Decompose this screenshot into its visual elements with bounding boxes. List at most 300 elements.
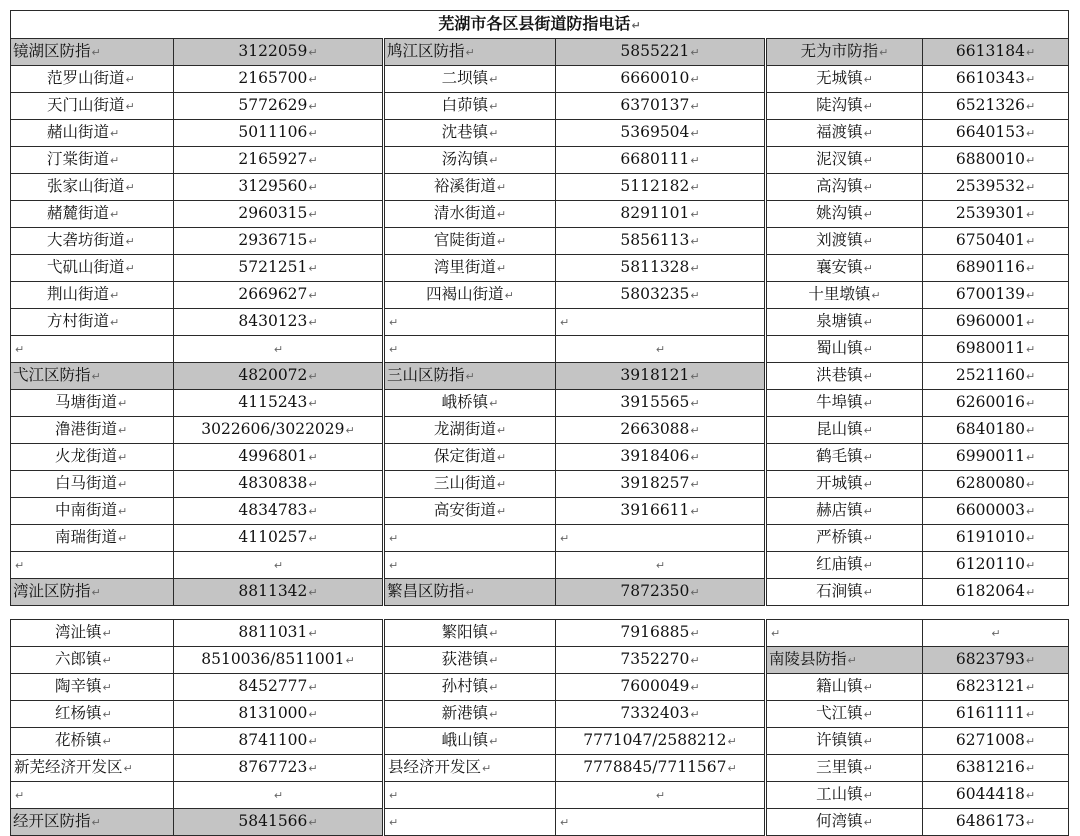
phone-cell xyxy=(174,282,384,309)
phone-number: 3916611 xyxy=(620,501,690,519)
district-name: 湾沚区防指 xyxy=(13,582,91,600)
phone-number: 2165700 xyxy=(238,69,308,87)
return-mark-icon: ↵ xyxy=(690,154,700,167)
return-mark-icon: ↵ xyxy=(1025,46,1036,59)
phone-cell xyxy=(174,701,384,728)
district-name: 南陵县防指 xyxy=(769,650,847,668)
return-mark-icon: ↵ xyxy=(690,627,700,640)
return-mark-icon: ↵ xyxy=(690,681,700,694)
return-mark-icon: ↵ xyxy=(1025,343,1036,356)
phone-number: 7600049 xyxy=(620,677,690,695)
return-mark-icon: ↵ xyxy=(496,505,507,518)
name-cell xyxy=(11,620,174,647)
district-name: 蜀山镇 xyxy=(816,339,863,357)
name-cell xyxy=(384,755,556,782)
name-cell xyxy=(766,336,923,363)
return-mark-icon: ↵ xyxy=(110,127,120,140)
table-row xyxy=(11,728,1069,755)
district-name: 牛埠镇 xyxy=(816,393,863,411)
return-mark-icon: ↵ xyxy=(308,451,318,464)
return-mark-icon: ↵ xyxy=(1025,654,1036,667)
return-mark-icon: ↵ xyxy=(489,735,499,748)
return-mark-icon: ↵ xyxy=(690,654,700,667)
phone-number: 6750401 xyxy=(955,231,1025,249)
phone-number: 6381216 xyxy=(955,758,1025,776)
district-name: 裕溪街道 xyxy=(433,177,496,195)
phone-cell xyxy=(174,255,384,282)
return-mark-icon: ↵ xyxy=(489,73,499,86)
name-cell xyxy=(766,701,923,728)
return-mark-icon: ↵ xyxy=(389,816,399,829)
return-mark-icon: ↵ xyxy=(273,789,284,802)
return-mark-icon: ↵ xyxy=(1025,789,1036,802)
district-name: 官陡街道 xyxy=(433,231,496,249)
phone-number: 6280080 xyxy=(955,474,1025,492)
return-mark-icon: ↵ xyxy=(308,681,318,694)
phone-number: 5856113 xyxy=(620,231,690,249)
phone-number: 6521326 xyxy=(955,96,1025,114)
return-mark-icon: ↵ xyxy=(863,208,873,221)
return-mark-icon: ↵ xyxy=(489,708,499,721)
district-name: 县经济开发区 xyxy=(388,758,482,776)
phone-number: 8811031 xyxy=(238,623,308,641)
return-mark-icon: ↵ xyxy=(1025,424,1036,437)
phone-number: 5011106 xyxy=(238,123,308,141)
return-mark-icon: ↵ xyxy=(465,46,475,59)
phone-number: 6660010 xyxy=(620,69,690,87)
name-cell xyxy=(11,39,174,66)
phone-cell xyxy=(923,417,1069,444)
phone-number: 4996801 xyxy=(238,447,308,465)
table-row xyxy=(11,363,1069,390)
district-name: 高安街道 xyxy=(433,501,496,519)
name-cell xyxy=(11,228,174,255)
name-cell xyxy=(384,579,556,606)
return-mark-icon: ↵ xyxy=(489,627,499,640)
district-name: 峨桥镇 xyxy=(441,393,489,411)
return-mark-icon: ↵ xyxy=(690,127,700,140)
name-cell xyxy=(384,309,556,336)
return-mark-icon: ↵ xyxy=(1025,559,1036,572)
name-cell xyxy=(766,147,923,174)
district-name: 鸠江区防指 xyxy=(387,42,465,60)
table-row xyxy=(11,674,1069,701)
name-cell xyxy=(11,66,174,93)
return-mark-icon: ↵ xyxy=(118,424,128,437)
phone-cell xyxy=(174,228,384,255)
district-name: 湾沚镇 xyxy=(55,623,102,641)
return-mark-icon: ↵ xyxy=(496,262,507,275)
phone-cell xyxy=(556,579,766,606)
phone-cell xyxy=(556,809,766,836)
district-name: 六郎镇 xyxy=(55,650,102,668)
return-mark-icon: ↵ xyxy=(879,46,889,59)
return-mark-icon: ↵ xyxy=(1025,478,1036,491)
return-mark-icon: ↵ xyxy=(690,586,700,599)
phone-cell xyxy=(174,647,384,674)
return-mark-icon: ↵ xyxy=(389,532,399,545)
return-mark-icon: ↵ xyxy=(91,586,101,599)
district-name: 南瑞街道 xyxy=(55,528,118,546)
return-mark-icon: ↵ xyxy=(308,762,318,775)
district-name: 刘渡镇 xyxy=(816,231,863,249)
name-cell xyxy=(11,336,174,363)
table-row xyxy=(11,647,1069,674)
return-mark-icon: ↵ xyxy=(1025,100,1036,113)
phone-cell xyxy=(174,782,384,809)
district-name: 福渡镇 xyxy=(816,123,863,141)
phone-cell xyxy=(174,336,384,363)
return-mark-icon: ↵ xyxy=(91,46,101,59)
phone-cell xyxy=(174,444,384,471)
return-mark-icon: ↵ xyxy=(496,235,507,248)
district-name: 汀棠街道 xyxy=(47,150,110,168)
return-mark-icon: ↵ xyxy=(308,316,318,329)
return-mark-icon: ↵ xyxy=(1025,681,1036,694)
return-mark-icon: ↵ xyxy=(102,681,112,694)
phone-number: 2539301 xyxy=(955,204,1025,222)
return-mark-icon: ↵ xyxy=(91,370,101,383)
return-mark-icon: ↵ xyxy=(389,559,399,572)
phone-cell xyxy=(556,620,766,647)
phone-cell xyxy=(923,647,1069,674)
phone-number: 6271008 xyxy=(955,731,1025,749)
phone-cell xyxy=(923,147,1069,174)
district-name: 襄安镇 xyxy=(816,258,863,276)
phone-cell xyxy=(923,782,1069,809)
district-name: 四褐山街道 xyxy=(426,285,504,303)
district-name: 龙湖街道 xyxy=(433,420,496,438)
phone-cell xyxy=(923,201,1069,228)
phone-number: 6880010 xyxy=(955,150,1025,168)
name-cell xyxy=(11,498,174,525)
return-mark-icon: ↵ xyxy=(560,316,570,329)
name-cell xyxy=(766,390,923,417)
phone-cell xyxy=(556,228,766,255)
phone-number: 5772629 xyxy=(238,96,308,114)
return-mark-icon: ↵ xyxy=(863,559,873,572)
return-mark-icon: ↵ xyxy=(308,708,318,721)
district-name: 工山镇 xyxy=(816,785,863,803)
phone-number: 7778845/7711567 xyxy=(583,758,727,776)
return-mark-icon: ↵ xyxy=(118,532,128,545)
return-mark-icon: ↵ xyxy=(863,316,873,329)
phone-cell xyxy=(556,444,766,471)
return-mark-icon: ↵ xyxy=(690,370,700,383)
return-mark-icon: ↵ xyxy=(771,627,781,640)
return-mark-icon: ↵ xyxy=(465,586,475,599)
phone-number: 6260016 xyxy=(955,393,1025,411)
name-cell xyxy=(11,647,174,674)
name-cell xyxy=(11,471,174,498)
name-cell xyxy=(766,309,923,336)
district-name: 沈巷镇 xyxy=(441,123,489,141)
district-name: 天门山街道 xyxy=(47,96,125,114)
return-mark-icon: ↵ xyxy=(308,235,318,248)
return-mark-icon: ↵ xyxy=(655,343,666,356)
district-name: 白茆镇 xyxy=(441,96,489,114)
return-mark-icon: ↵ xyxy=(690,100,700,113)
phone-cell xyxy=(556,701,766,728)
phone-cell xyxy=(174,809,384,836)
table-row xyxy=(11,701,1069,728)
district-name: 荆山街道 xyxy=(47,285,110,303)
name-cell xyxy=(384,390,556,417)
phone-cell xyxy=(923,579,1069,606)
district-name: 许镇镇 xyxy=(816,731,863,749)
phone-number: 6890116 xyxy=(955,258,1025,276)
district-name: 张家山街道 xyxy=(47,177,125,195)
phone-cell xyxy=(174,390,384,417)
phone-cell xyxy=(923,228,1069,255)
return-mark-icon: ↵ xyxy=(863,789,873,802)
phone-cell xyxy=(556,498,766,525)
name-cell xyxy=(384,728,556,755)
name-cell xyxy=(384,39,556,66)
return-mark-icon: ↵ xyxy=(863,424,873,437)
district-name: 无为市防指 xyxy=(800,42,879,60)
name-cell xyxy=(11,93,174,120)
phone-number: 2663088 xyxy=(620,420,690,438)
return-mark-icon: ↵ xyxy=(308,100,318,113)
district-name: 中南街道 xyxy=(55,501,118,519)
table-title: 芜湖市各区县街道防指电话↵ xyxy=(11,11,1069,39)
phone-number: 3915565 xyxy=(620,393,690,411)
district-name: 石涧镇 xyxy=(816,582,863,600)
return-mark-icon: ↵ xyxy=(489,654,499,667)
name-cell xyxy=(11,390,174,417)
phone-number: 6640153 xyxy=(955,123,1025,141)
name-cell xyxy=(766,552,923,579)
phone-cell xyxy=(556,93,766,120)
name-cell xyxy=(384,471,556,498)
district-name: 方村街道 xyxy=(47,312,110,330)
district-name: 弋江镇 xyxy=(816,704,863,722)
phone-cell xyxy=(923,390,1069,417)
return-mark-icon: ↵ xyxy=(504,289,514,302)
phone-cell xyxy=(174,498,384,525)
district-name: 陶辛镇 xyxy=(55,677,102,695)
table-row xyxy=(11,417,1069,444)
phone-cell xyxy=(174,471,384,498)
district-name: 高沟镇 xyxy=(816,177,863,195)
phone-number: 3122059 xyxy=(238,42,308,60)
phone-number: 5811328 xyxy=(620,258,690,276)
district-name: 湾里街道 xyxy=(433,258,496,276)
return-mark-icon: ↵ xyxy=(1025,127,1036,140)
return-mark-icon: ↵ xyxy=(1025,586,1036,599)
return-mark-icon: ↵ xyxy=(389,316,399,329)
phone-cell xyxy=(923,255,1069,282)
return-mark-icon: ↵ xyxy=(125,181,135,194)
return-mark-icon: ↵ xyxy=(1025,451,1036,464)
phone-number: 6161111 xyxy=(955,704,1025,722)
return-mark-icon: ↵ xyxy=(1025,316,1036,329)
phone-cell xyxy=(556,363,766,390)
return-mark-icon: ↵ xyxy=(308,478,318,491)
phone-cell xyxy=(923,39,1069,66)
phone-number: 3918121 xyxy=(620,366,690,384)
return-mark-icon: ↵ xyxy=(863,262,873,275)
phone-cell xyxy=(174,417,384,444)
name-cell xyxy=(11,174,174,201)
return-mark-icon: ↵ xyxy=(560,816,570,829)
return-mark-icon: ↵ xyxy=(15,789,25,802)
phone-number: 2165927 xyxy=(238,150,308,168)
district-name: 弋矶山街道 xyxy=(47,258,125,276)
name-cell xyxy=(11,417,174,444)
return-mark-icon: ↵ xyxy=(863,100,873,113)
name-cell xyxy=(384,525,556,552)
phone-cell xyxy=(923,755,1069,782)
phone-number: 2539532 xyxy=(955,177,1025,195)
table-row xyxy=(11,66,1069,93)
district-name: 大砻坊街道 xyxy=(47,231,125,249)
phone-number: 4820072 xyxy=(238,366,308,384)
return-mark-icon: ↵ xyxy=(690,505,700,518)
table-row xyxy=(11,309,1069,336)
return-mark-icon: ↵ xyxy=(655,559,666,572)
name-cell xyxy=(384,647,556,674)
name-cell xyxy=(384,147,556,174)
table-row xyxy=(11,782,1069,809)
return-mark-icon: ↵ xyxy=(847,654,857,667)
table-row xyxy=(11,282,1069,309)
return-mark-icon: ↵ xyxy=(863,127,873,140)
name-cell xyxy=(11,444,174,471)
return-mark-icon: ↵ xyxy=(690,397,700,410)
phone-number: 8811342 xyxy=(238,582,308,600)
district-name: 开城镇 xyxy=(816,474,863,492)
district-name: 无城镇 xyxy=(816,69,863,87)
return-mark-icon: ↵ xyxy=(1025,154,1036,167)
phone-number: 8131000 xyxy=(238,704,308,722)
return-mark-icon: ↵ xyxy=(863,397,873,410)
phone-cell xyxy=(556,647,766,674)
return-mark-icon: ↵ xyxy=(308,532,318,545)
phone-cell xyxy=(923,809,1069,836)
return-mark-icon: ↵ xyxy=(863,181,873,194)
phone-number: 5841566 xyxy=(238,812,308,830)
phone-cell xyxy=(556,39,766,66)
phone-cell xyxy=(556,336,766,363)
name-cell xyxy=(766,728,923,755)
return-mark-icon: ↵ xyxy=(482,762,492,775)
return-mark-icon: ↵ xyxy=(118,505,128,518)
name-cell xyxy=(11,809,174,836)
name-cell xyxy=(766,755,923,782)
phone-cell xyxy=(923,93,1069,120)
return-mark-icon: ↵ xyxy=(863,343,873,356)
phone-cell xyxy=(174,174,384,201)
name-cell xyxy=(11,782,174,809)
return-mark-icon: ↵ xyxy=(110,316,120,329)
return-mark-icon: ↵ xyxy=(118,478,128,491)
return-mark-icon: ↵ xyxy=(308,397,318,410)
phone-cell xyxy=(923,674,1069,701)
return-mark-icon: ↵ xyxy=(489,681,499,694)
return-mark-icon: ↵ xyxy=(1025,73,1036,86)
return-mark-icon: ↵ xyxy=(690,289,700,302)
return-mark-icon: ↵ xyxy=(863,816,873,829)
name-cell xyxy=(11,147,174,174)
phone-number: 4830838 xyxy=(238,474,308,492)
phone-cell xyxy=(923,363,1069,390)
district-name: 弋江区防指 xyxy=(13,366,91,384)
return-mark-icon: ↵ xyxy=(631,19,641,32)
district-name: 马塘街道 xyxy=(55,393,118,411)
name-cell xyxy=(11,120,174,147)
return-mark-icon: ↵ xyxy=(489,100,499,113)
phone-cell xyxy=(174,552,384,579)
return-mark-icon: ↵ xyxy=(863,505,873,518)
return-mark-icon: ↵ xyxy=(863,73,873,86)
return-mark-icon: ↵ xyxy=(125,100,135,113)
phone-number: 6990011 xyxy=(955,447,1025,465)
district-name: 保定街道 xyxy=(433,447,496,465)
phone-cell xyxy=(556,282,766,309)
phone-cell xyxy=(556,471,766,498)
phone-cell xyxy=(923,728,1069,755)
name-cell xyxy=(766,201,923,228)
name-cell xyxy=(384,93,556,120)
phone-cell xyxy=(556,66,766,93)
return-mark-icon: ↵ xyxy=(690,478,700,491)
return-mark-icon: ↵ xyxy=(125,262,135,275)
phone-number: 4110257 xyxy=(238,528,308,546)
return-mark-icon: ↵ xyxy=(727,762,737,775)
phone-number: 8741100 xyxy=(238,731,308,749)
district-name: 新港镇 xyxy=(441,704,489,722)
table-row xyxy=(11,620,1069,647)
phone-number: 8291101 xyxy=(620,204,690,222)
phone-number: 6613184 xyxy=(955,42,1025,60)
table-row xyxy=(11,471,1069,498)
phone-cell xyxy=(923,620,1069,647)
return-mark-icon: ↵ xyxy=(308,505,318,518)
return-mark-icon: ↵ xyxy=(690,46,700,59)
phone-cell xyxy=(174,674,384,701)
phone-number: 3918406 xyxy=(620,447,690,465)
phone-number: 7332403 xyxy=(620,704,690,722)
district-name: 泥汊镇 xyxy=(816,150,863,168)
phone-cell xyxy=(556,390,766,417)
phone-directory xyxy=(10,10,1068,836)
return-mark-icon: ↵ xyxy=(1025,735,1036,748)
phone-number: 8510036/8511001 xyxy=(201,650,345,668)
return-mark-icon: ↵ xyxy=(308,586,318,599)
name-cell xyxy=(766,498,923,525)
phone-number: 4115243 xyxy=(238,393,308,411)
return-mark-icon: ↵ xyxy=(308,154,318,167)
return-mark-icon: ↵ xyxy=(1025,532,1036,545)
return-mark-icon: ↵ xyxy=(727,735,737,748)
name-cell xyxy=(11,755,174,782)
phone-cell xyxy=(556,525,766,552)
phone-cell xyxy=(174,147,384,174)
table-row xyxy=(11,336,1069,363)
return-mark-icon: ↵ xyxy=(1025,708,1036,721)
district-name: 范罗山街道 xyxy=(47,69,125,87)
phone-number: 5369504 xyxy=(620,123,690,141)
return-mark-icon: ↵ xyxy=(690,424,700,437)
phone-cell xyxy=(174,620,384,647)
name-cell xyxy=(766,525,923,552)
phone-number: 6486173 xyxy=(955,812,1025,830)
return-mark-icon: ↵ xyxy=(110,154,120,167)
phone-cell xyxy=(923,471,1069,498)
district-name: 繁阳镇 xyxy=(441,623,489,641)
